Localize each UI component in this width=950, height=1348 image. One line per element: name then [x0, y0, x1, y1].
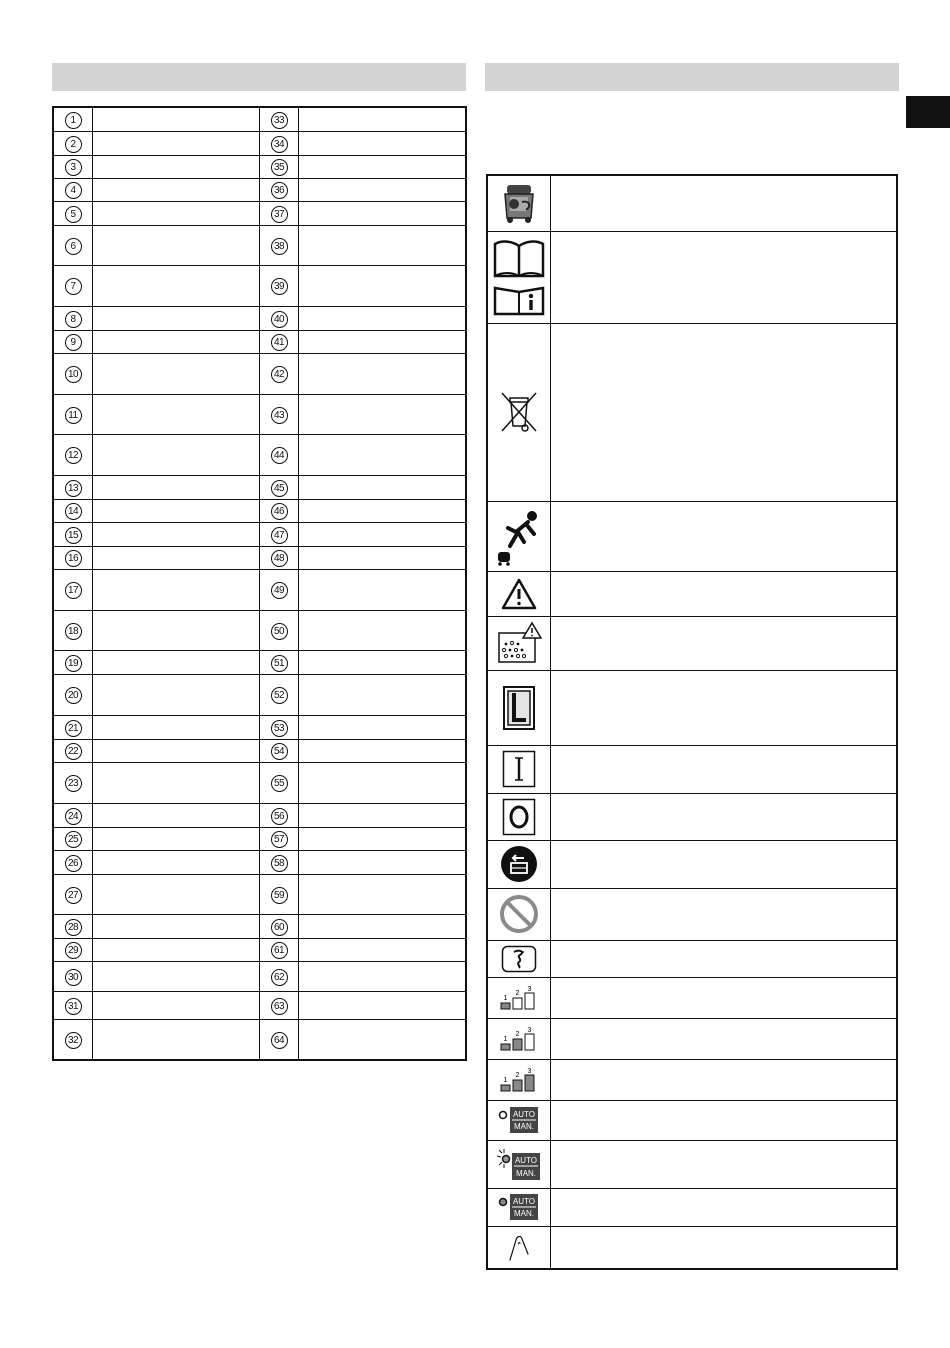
item-description	[299, 961, 467, 991]
item-description	[93, 739, 260, 762]
item-number: 11	[65, 407, 82, 424]
man-label: MAN.	[514, 1209, 534, 1218]
item-description	[93, 330, 260, 353]
symbol-description	[551, 745, 898, 793]
item-description	[299, 107, 467, 131]
table-row	[53, 914, 466, 938]
item-description	[93, 522, 260, 546]
item-description	[93, 874, 260, 914]
item-description	[299, 938, 467, 961]
auto-label: AUTO	[514, 1156, 538, 1165]
table-row	[487, 1018, 897, 1059]
auto-label: AUTO	[512, 1197, 536, 1206]
man-label: MAN.	[514, 1122, 534, 1131]
item-description	[93, 762, 260, 803]
level-1-icon	[488, 985, 550, 1011]
item-number: 61	[271, 942, 288, 959]
symbol-description	[551, 616, 898, 670]
item-description	[93, 650, 260, 674]
table-row	[53, 178, 466, 201]
item-description	[93, 610, 260, 650]
table-row	[53, 330, 466, 353]
item-number: 15	[65, 527, 82, 544]
symbol-description	[551, 793, 898, 840]
item-description	[93, 715, 260, 739]
symbol-description	[551, 175, 898, 231]
item-number: 6	[65, 238, 82, 255]
item-number: 1	[65, 112, 82, 129]
item-number: 18	[65, 623, 82, 640]
dust-warning-icon	[488, 621, 550, 665]
item-number: 24	[65, 808, 82, 825]
left-section-header-bar	[52, 63, 466, 91]
table-row	[53, 1019, 466, 1060]
table-row	[53, 762, 466, 803]
item-number: 29	[65, 942, 82, 959]
table-row	[53, 610, 466, 650]
symbol-description	[551, 940, 898, 977]
symbol-description	[551, 888, 898, 940]
trip-hazard-icon	[488, 506, 550, 566]
table-row	[53, 434, 466, 475]
symbol-description	[551, 1100, 898, 1140]
item-number: 62	[271, 969, 288, 986]
item-description	[93, 265, 260, 306]
item-number: 10	[65, 366, 82, 383]
level-label: 1	[503, 994, 508, 1002]
item-description	[93, 155, 260, 178]
language-side-tab	[906, 96, 950, 128]
item-number: 12	[65, 447, 82, 464]
item-description	[93, 938, 260, 961]
item-description	[299, 522, 467, 546]
table-row	[53, 850, 466, 874]
level-label: 2	[515, 1030, 520, 1038]
level-label: 2	[515, 1071, 520, 1079]
symbol-description	[551, 670, 898, 745]
item-description	[93, 394, 260, 434]
item-description	[299, 225, 467, 265]
power-on-icon	[488, 750, 550, 788]
item-number: 49	[271, 582, 288, 599]
item-description	[299, 762, 467, 803]
item-number: 38	[271, 238, 288, 255]
prohibition-icon	[488, 894, 550, 934]
table-row	[53, 827, 466, 850]
table-row	[53, 739, 466, 762]
item-number: 16	[65, 550, 82, 567]
auto-man-led-off-icon	[488, 1106, 550, 1134]
table-row	[487, 501, 897, 571]
item-description	[299, 1019, 467, 1060]
item-number: 3	[65, 159, 82, 176]
item-description	[299, 201, 467, 225]
level-label: 1	[503, 1076, 508, 1084]
suction-power-icon	[488, 945, 550, 973]
table-row	[53, 938, 466, 961]
parts-list-table	[52, 106, 467, 1061]
item-description	[299, 569, 467, 610]
level-label: 2	[515, 989, 520, 997]
table-row	[487, 793, 897, 840]
item-number: 43	[271, 407, 288, 424]
item-description	[93, 991, 260, 1019]
item-number: 7	[65, 278, 82, 295]
table-row	[53, 803, 466, 827]
item-description	[299, 306, 467, 330]
item-number: 26	[65, 855, 82, 872]
item-description	[93, 850, 260, 874]
table-row	[53, 201, 466, 225]
item-number: 31	[65, 998, 82, 1015]
table-row	[53, 155, 466, 178]
item-description	[299, 850, 467, 874]
filter-cleaning-icon	[488, 845, 550, 883]
item-number: 20	[65, 687, 82, 704]
item-number: 4	[65, 182, 82, 199]
table-row	[53, 991, 466, 1019]
item-description	[299, 394, 467, 434]
item-number: 30	[65, 969, 82, 986]
item-description	[299, 178, 467, 201]
level-label: 3	[527, 1067, 532, 1075]
item-description	[299, 874, 467, 914]
item-description	[299, 803, 467, 827]
item-number: 63	[271, 998, 288, 1015]
item-number: 52	[271, 687, 288, 704]
item-description	[299, 739, 467, 762]
symbol-description	[551, 501, 898, 571]
table-row	[53, 131, 466, 155]
item-number: 51	[271, 655, 288, 672]
power-off-icon	[488, 798, 550, 836]
item-description	[93, 803, 260, 827]
item-number: 21	[65, 720, 82, 737]
item-number: 34	[271, 136, 288, 153]
item-number: 50	[271, 623, 288, 640]
item-number: 45	[271, 480, 288, 497]
item-number: 27	[65, 887, 82, 904]
table-row	[487, 1226, 897, 1269]
item-number: 44	[271, 447, 288, 464]
item-number: 17	[65, 582, 82, 599]
table-row	[487, 940, 897, 977]
table-row	[53, 674, 466, 715]
table-row	[53, 715, 466, 739]
item-description	[93, 546, 260, 569]
item-description	[299, 499, 467, 522]
table-row	[487, 670, 897, 745]
item-number: 41	[271, 334, 288, 351]
item-description	[299, 914, 467, 938]
table-row	[53, 961, 466, 991]
item-description	[93, 434, 260, 475]
table-row	[53, 265, 466, 306]
crossed-out-wheeled-bin-icon	[488, 390, 550, 434]
table-row	[53, 394, 466, 434]
symbol-description	[551, 1188, 898, 1226]
table-row	[487, 745, 897, 793]
symbol-description	[551, 1140, 898, 1188]
table-row	[487, 1100, 897, 1140]
item-description	[299, 475, 467, 499]
dust-class-l-icon	[488, 685, 550, 731]
item-number: 28	[65, 919, 82, 936]
item-number: 42	[271, 366, 288, 383]
table-row	[53, 306, 466, 330]
table-row	[487, 175, 897, 231]
item-description	[93, 499, 260, 522]
read-manual-icon	[488, 236, 550, 318]
level-label: 3	[527, 985, 532, 993]
item-description	[93, 107, 260, 131]
table-row	[53, 475, 466, 499]
item-number: 54	[271, 743, 288, 760]
item-number: 9	[65, 334, 82, 351]
table-row	[487, 616, 897, 670]
warning-triangle-icon	[488, 578, 550, 610]
symbol-description	[551, 977, 898, 1018]
table-row	[53, 225, 466, 265]
item-number: 8	[65, 311, 82, 328]
level-label: 3	[527, 1026, 532, 1034]
item-description	[93, 225, 260, 265]
symbols-table	[486, 174, 898, 1270]
item-number: 36	[271, 182, 288, 199]
item-number: 35	[271, 159, 288, 176]
item-description	[299, 991, 467, 1019]
touch-finger-icon	[488, 1230, 550, 1264]
item-number: 14	[65, 503, 82, 520]
level-3-icon	[488, 1067, 550, 1093]
item-description	[299, 155, 467, 178]
table-row	[53, 650, 466, 674]
item-number: 23	[65, 775, 82, 792]
table-row	[487, 231, 897, 323]
item-number: 13	[65, 480, 82, 497]
symbol-description	[551, 1018, 898, 1059]
item-description	[93, 961, 260, 991]
symbol-description	[551, 571, 898, 616]
table-row	[53, 569, 466, 610]
item-description	[93, 201, 260, 225]
item-number: 55	[271, 775, 288, 792]
item-description	[93, 353, 260, 394]
level-label: 1	[503, 1035, 508, 1043]
symbol-description	[551, 840, 898, 888]
table-row	[487, 888, 897, 940]
item-description	[93, 306, 260, 330]
item-description	[299, 650, 467, 674]
table-row	[487, 977, 897, 1018]
auto-man-led-blinking-icon	[488, 1147, 550, 1181]
symbol-description	[551, 1059, 898, 1100]
table-row	[53, 546, 466, 569]
item-description	[93, 569, 260, 610]
table-row	[487, 323, 897, 501]
table-row	[487, 1188, 897, 1226]
table-row	[53, 353, 466, 394]
item-number: 19	[65, 655, 82, 672]
item-number: 59	[271, 887, 288, 904]
item-description	[299, 674, 467, 715]
table-row	[53, 107, 466, 131]
item-number: 33	[271, 112, 288, 129]
table-row	[487, 1140, 897, 1188]
symbol-description	[551, 1226, 898, 1269]
item-description	[299, 827, 467, 850]
item-number: 47	[271, 527, 288, 544]
table-row	[53, 522, 466, 546]
item-description	[93, 475, 260, 499]
auto-man-led-on-icon	[488, 1193, 550, 1221]
right-section-header-bar	[485, 63, 899, 91]
item-description	[299, 610, 467, 650]
item-number: 56	[271, 808, 288, 825]
table-row	[487, 840, 897, 888]
item-number: 57	[271, 831, 288, 848]
item-description	[299, 265, 467, 306]
item-description	[93, 914, 260, 938]
man-label: MAN.	[516, 1169, 536, 1178]
item-description	[299, 546, 467, 569]
table-row	[487, 1059, 897, 1100]
item-number: 39	[271, 278, 288, 295]
item-number: 32	[65, 1032, 82, 1049]
item-number: 37	[271, 206, 288, 223]
item-description	[299, 715, 467, 739]
item-number: 22	[65, 743, 82, 760]
table-row	[53, 499, 466, 522]
vacuum-cleaner-icon	[488, 180, 550, 226]
symbol-description	[551, 323, 898, 501]
item-description	[299, 131, 467, 155]
item-description	[93, 674, 260, 715]
item-description	[93, 178, 260, 201]
item-number: 5	[65, 206, 82, 223]
item-number: 58	[271, 855, 288, 872]
item-description	[93, 1019, 260, 1060]
item-number: 60	[271, 919, 288, 936]
item-number: 25	[65, 831, 82, 848]
item-number: 48	[271, 550, 288, 567]
item-description	[299, 330, 467, 353]
level-2-icon	[488, 1026, 550, 1052]
item-description	[299, 434, 467, 475]
table-row	[487, 571, 897, 616]
item-description	[93, 827, 260, 850]
item-number: 53	[271, 720, 288, 737]
item-description	[93, 131, 260, 155]
symbol-description	[551, 231, 898, 323]
table-row	[53, 874, 466, 914]
item-number: 46	[271, 503, 288, 520]
item-number: 2	[65, 136, 82, 153]
item-description	[299, 353, 467, 394]
item-number: 64	[271, 1032, 288, 1049]
auto-label: AUTO	[512, 1110, 536, 1119]
item-number: 40	[271, 311, 288, 328]
